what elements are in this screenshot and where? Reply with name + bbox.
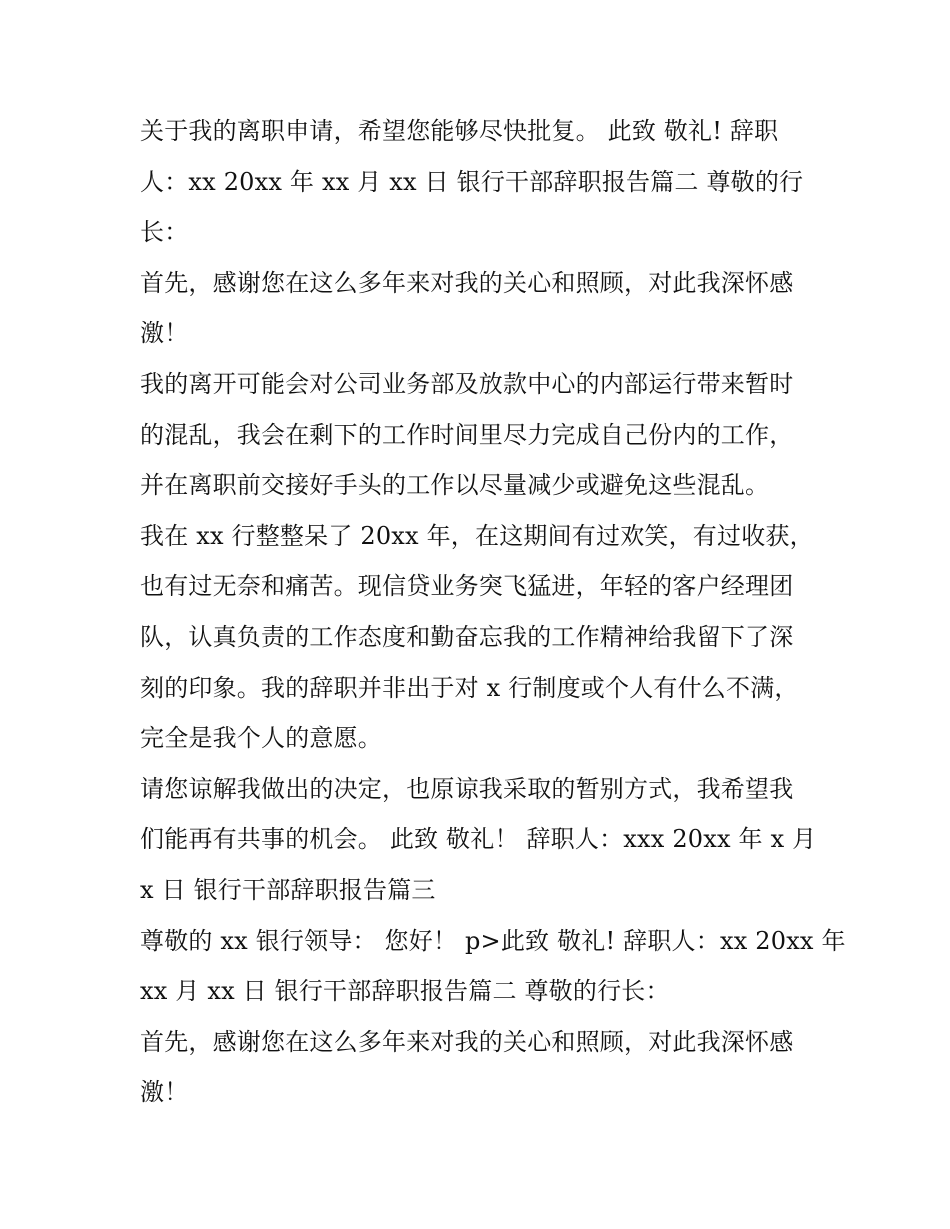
- text-line: 完全是我个人的意愿。: [140, 724, 382, 753]
- text-line: 我的离开可能会对公司业务部及放款中心的内部运行带来暂时: [140, 369, 794, 398]
- text-line: 激！: [140, 1078, 189, 1107]
- text-line: 我在 xx 行整整呆了 20xx 年，在这期间有过欢笑，有过收获，: [140, 521, 814, 550]
- text-line: 尊敬的 xx 银行领导： 您好！ p>此致 敬礼! 辞职人：xx 20xx 年: [140, 926, 846, 955]
- text-line: 也有过无奈和痛苦。现信贷业务突飞猛进，年轻的客户经理团: [140, 572, 794, 601]
- text-line: x 日 银行干部辞职报告篇三: [140, 875, 436, 904]
- document-body: [140, 106, 846, 1118]
- text-line: 的混乱，我会在剩下的工作时间里尽力完成自己份内的工作，: [140, 420, 794, 449]
- text-line: 首先，感谢您在这么多年来对我的关心和照顾，对此我深怀感: [140, 268, 794, 297]
- text-line: 并在离职前交接好手头的工作以尽量减少或避免这些混乱。: [140, 471, 770, 500]
- text-line: 关于我的离职申请，希望您能够尽快批复。 此致 敬礼! 辞职: [140, 117, 779, 145]
- text-line: 人：xx 20xx 年 xx 月 xx 日 银行干部辞职报告篇二 尊敬的行: [140, 167, 804, 196]
- text-line: xx 月 xx 日 银行干部辞职报告篇二 尊敬的行长：: [140, 977, 670, 1006]
- text-line: 队，认真负责的工作态度和勤奋忘我的工作精神给我留下了深: [140, 622, 794, 651]
- text-line: 请您谅解我做出的决定，也原谅我采取的暂别方式，我希望我: [140, 774, 794, 803]
- text-line: 刻的印象。我的辞职并非出于对 x 行制度或个人有什么不满，: [140, 673, 799, 702]
- text-line: 首先，感谢您在这么多年来对我的关心和照顾，对此我深怀感: [140, 1027, 794, 1056]
- text-line: 激！: [140, 319, 189, 348]
- text-line: 们能再有共事的机会。 此致 敬礼！ 辞职人：xxx 20xx 年 x 月: [140, 825, 817, 854]
- text-line: 长：: [140, 218, 189, 247]
